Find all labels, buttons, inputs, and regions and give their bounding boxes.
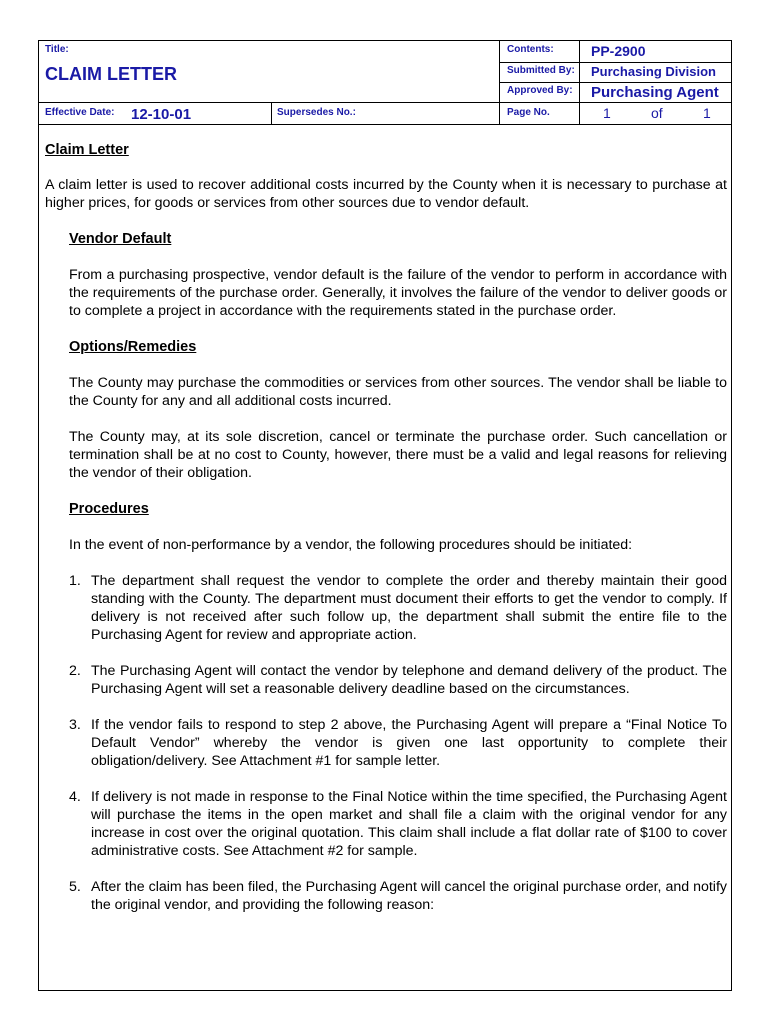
page-total: 1 xyxy=(703,105,711,121)
page-of: of xyxy=(651,105,663,121)
step-number: 2. xyxy=(69,663,81,679)
document-page xyxy=(38,40,732,991)
submitted-by-label: Submitted By: xyxy=(507,65,575,76)
effective-date-label: Effective Date: xyxy=(45,107,115,118)
document-body xyxy=(45,141,727,932)
step-number: 1. xyxy=(69,573,81,589)
procedures-list xyxy=(69,572,727,914)
page-current: 1 xyxy=(603,105,611,121)
vendor-default-paragraph: From a purchasing prospective, vendor default is the failure of the vendor to perform in accordance with the requirements of the purchase order. Generally, it involves the failure of the vendor to deliver goods or to complete a project in accordance with the requirements stated in the purchase order. xyxy=(69,267,727,319)
procedures-intro: In the event of non-performance by a vendor, the following procedures should be initiated: xyxy=(69,537,633,553)
step-text: If the vendor fails to respond to step 2 above, the Purchasing Agent will prepare a “Final Notice To Default Vendor” whereby the vendor is given one last opportunity to complete their obligation/delivery. See Attachment #1 for sample letter. xyxy=(91,717,727,769)
section-heading-vendor-default: Vendor Default xyxy=(69,231,172,247)
contents-value: PP-2900 xyxy=(591,43,646,59)
step-text: After the claim has been filed, the Purchasing Agent will cancel the original purchase order, and notify the original vendor, and providing the following reason: xyxy=(91,879,727,913)
step-text: The Purchasing Agent will contact the vendor by telephone and demand delivery of the product. The Purchasing Agent will set a reasonable delivery deadline based on the circumstances. xyxy=(91,663,727,697)
approved-by-label: Approved By: xyxy=(507,85,573,96)
contents-label: Contents: xyxy=(507,44,554,55)
section-heading-claim-letter: Claim Letter xyxy=(45,142,129,158)
procedure-step xyxy=(69,572,727,644)
procedure-step xyxy=(69,716,727,770)
procedure-step xyxy=(69,788,727,860)
document-title: CLAIM LETTER xyxy=(45,64,177,84)
effective-date-value: 12-10-01 xyxy=(131,106,192,123)
procedure-step xyxy=(69,662,727,698)
document-header-table xyxy=(39,41,731,125)
step-number: 5. xyxy=(69,879,81,895)
procedure-step xyxy=(69,878,727,914)
step-number: 3. xyxy=(69,717,81,733)
section-heading-options-remedies: Options/Remedies xyxy=(69,339,197,355)
approved-by-value: Purchasing Agent xyxy=(591,84,719,101)
supersedes-label: Supersedes No.: xyxy=(277,107,356,118)
intro-paragraph: A claim letter is used to recover additional costs incurred by the County when it is necessary to purchase at higher prices, for goods or services from other sources due to vendor default. xyxy=(45,177,727,211)
title-label: Title: xyxy=(45,44,69,55)
options-paragraph-2: The County may, at its sole discretion, cancel or terminate the purchase order. Such cancellation or termination shall be at no cost to County, however, there must be a valid and legal reasons for relieving the vendor of their obligation. xyxy=(69,429,727,481)
submitted-by-value: Purchasing Division xyxy=(591,64,716,79)
section-heading-procedures: Procedures xyxy=(69,501,149,517)
page-number-label: Page No. xyxy=(507,107,550,118)
step-text: If delivery is not made in response to the Final Notice within the time specified, the Purchasing Agent will purchase the items in the open market and shall file a claim with the original vendor for any increase in cost over the original quotation. This claim shall include a flat dollar rate of $100 to cover administrative costs. See Attachment #2 for sample. xyxy=(91,789,727,859)
step-text: The department shall request the vendor to complete the order and thereby maintain their good standing with the County. The department must document their efforts to get the vendor to comply. If delivery is not received after such follow up, the department shall submit the entire file to the Purchasing Agent for review and appropriate action. xyxy=(91,573,727,643)
step-number: 4. xyxy=(69,789,81,805)
options-paragraph-1: The County may purchase the commodities or services from other sources. The vendor shall be liable to the County for any and all additional costs incurred. xyxy=(69,375,727,409)
